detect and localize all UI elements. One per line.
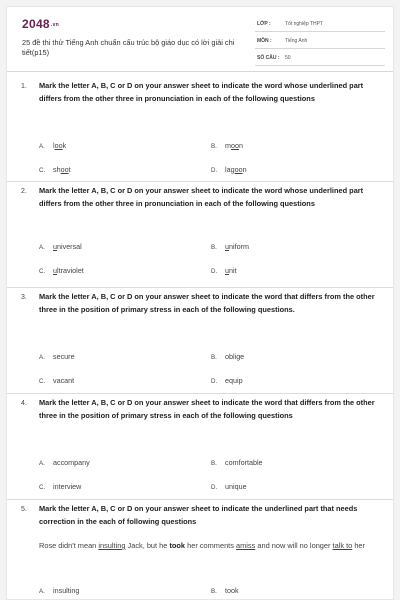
meta-row-class: [255, 15, 385, 32]
question-sentence: [39, 540, 379, 553]
option-d[interactable]: [211, 482, 247, 491]
option-text-post: niform: [229, 242, 249, 251]
option-b[interactable]: [211, 242, 249, 251]
option-letter: C.: [39, 268, 46, 275]
option-a[interactable]: [39, 141, 66, 150]
question-divider: [7, 499, 393, 500]
option-text-post: ltraviolet: [57, 266, 84, 275]
logo-sub-text: .vn: [50, 21, 60, 28]
question-number: 5.: [21, 506, 27, 513]
option-a[interactable]: [39, 352, 75, 361]
option-text: accompany: [53, 458, 90, 467]
option-text-post: niversal: [57, 242, 82, 251]
option-letter: C.: [39, 484, 46, 491]
document-meta: [255, 15, 385, 66]
option-b[interactable]: [211, 352, 244, 361]
option-b[interactable]: [211, 586, 239, 595]
option-letter: D.: [211, 167, 218, 174]
option-letter: B.: [211, 143, 217, 150]
option-text-underlined: oo: [231, 141, 239, 150]
option-text: equip: [225, 376, 243, 385]
meta-row-count: [255, 49, 385, 66]
option-letter: B.: [211, 588, 217, 595]
sentence-part: her: [352, 541, 366, 550]
option-text-post: n: [242, 165, 247, 174]
option-c[interactable]: [39, 482, 81, 491]
question-number: 4.: [21, 400, 27, 407]
option-c[interactable]: [39, 165, 71, 174]
sentence-underlined-part: insulting: [98, 541, 126, 550]
option-text-pre: sh: [53, 165, 61, 174]
option-text-post: k: [62, 141, 67, 150]
question-text: Mark the letter A, B, C or D on your answer sheet to indicate the word whose underlined part differs from the other three in pronunciation in each of the following questions: [39, 186, 364, 208]
option-text-post: t: [68, 165, 71, 174]
question-number: 1.: [21, 83, 27, 90]
meta-value: Tiếng Anh: [285, 38, 308, 44]
option-text: insulting: [53, 586, 80, 595]
option-letter: B.: [211, 460, 217, 467]
logo-main-text: 2048: [22, 17, 50, 31]
meta-key: SỐ CÂU :: [257, 55, 280, 61]
option-text: secure: [53, 352, 75, 361]
option-text-post: n: [239, 141, 243, 150]
question-number: 3.: [21, 294, 27, 301]
question-divider: [7, 287, 393, 288]
sentence-underlined-part: amiss: [235, 541, 256, 550]
option-d[interactable]: [211, 165, 247, 174]
option-letter: B.: [211, 354, 217, 361]
option-letter: A.: [39, 460, 45, 467]
question-text: Mark the letter A, B, C or D on your answer sheet to indicate the word whose underlined part differs from the other three in pronunciation in each of the following questions: [39, 81, 364, 103]
option-text: took: [225, 586, 239, 595]
option-letter: A.: [39, 588, 45, 595]
option-text-underlined: u: [53, 266, 57, 275]
sentence-bold-part: took: [169, 541, 186, 550]
option-c[interactable]: [39, 266, 84, 275]
option-a[interactable]: [39, 242, 82, 251]
option-text: oblige: [225, 352, 245, 361]
option-d[interactable]: [211, 266, 237, 275]
sentence-part: and now will no longer: [255, 541, 333, 550]
question-number: 2.: [21, 188, 27, 195]
option-text: comfortable: [225, 458, 263, 467]
meta-row-subject: [255, 32, 385, 49]
sentence-part: Rose didn't mean: [39, 541, 99, 550]
option-text-pre: lag: [225, 165, 235, 174]
option-a[interactable]: [39, 458, 90, 467]
meta-key: LỚP :: [257, 21, 271, 27]
sentence-underlined-part: talk to: [332, 541, 353, 550]
question-text: Mark the letter A, B, C or D on your answer sheet to indicate the word that differs from the other three in the position of primary stress in each of the following questions.: [39, 292, 375, 314]
option-a[interactable]: [39, 586, 79, 595]
option-letter: A.: [39, 354, 45, 361]
option-text-pre: m: [225, 141, 231, 150]
option-text: vacant: [53, 376, 75, 385]
document-title: 25 đề thi thử Tiếng Anh chuẩn cấu trúc bộ giáo dục có lời giải chi tiết(p15): [22, 38, 235, 57]
option-text-post: nit: [229, 266, 237, 275]
option-d[interactable]: [211, 376, 243, 385]
option-text-underlined: u: [225, 242, 229, 251]
option-letter: A.: [39, 143, 45, 150]
option-letter: D.: [211, 268, 218, 275]
option-letter: C.: [39, 167, 46, 174]
option-letter: D.: [211, 378, 218, 385]
sentence-part: her comments: [185, 541, 236, 550]
question-divider: [7, 181, 393, 182]
option-text-underlined: oo: [60, 165, 69, 174]
document-header: [7, 7, 393, 72]
meta-value: 50: [285, 55, 291, 61]
option-text-underlined: oo: [234, 165, 243, 174]
option-text-underlined: u: [53, 242, 57, 251]
option-text: interview: [53, 482, 82, 491]
option-letter: C.: [39, 378, 46, 385]
document-page: [6, 6, 394, 600]
option-letter: B.: [211, 244, 217, 251]
option-text-underlined: u: [225, 266, 229, 275]
question-text: Mark the letter A, B, C or D on your answer sheet to indicate the word that differs from the other three in the position of primary stress in each of the following questions: [39, 398, 375, 420]
meta-value: Tốt nghiệp THPT: [285, 21, 323, 27]
option-b[interactable]: [211, 458, 263, 467]
meta-key: MÔN :: [257, 38, 272, 44]
option-text-pre: l: [53, 141, 55, 150]
question-text: Mark the letter A, B, C or D on your answer sheet to indicate the underlined part that needs correction in the each of following questions: [39, 504, 358, 526]
question-divider: [7, 393, 393, 394]
option-text-underlined: oo: [54, 141, 63, 150]
option-b[interactable]: [211, 141, 243, 150]
option-letter: D.: [211, 484, 218, 491]
site-logo[interactable]: [22, 17, 59, 31]
option-text: unique: [225, 482, 247, 491]
option-letter: A.: [39, 244, 45, 251]
sentence-part: Jack, but he: [125, 541, 170, 550]
option-c[interactable]: [39, 376, 74, 385]
